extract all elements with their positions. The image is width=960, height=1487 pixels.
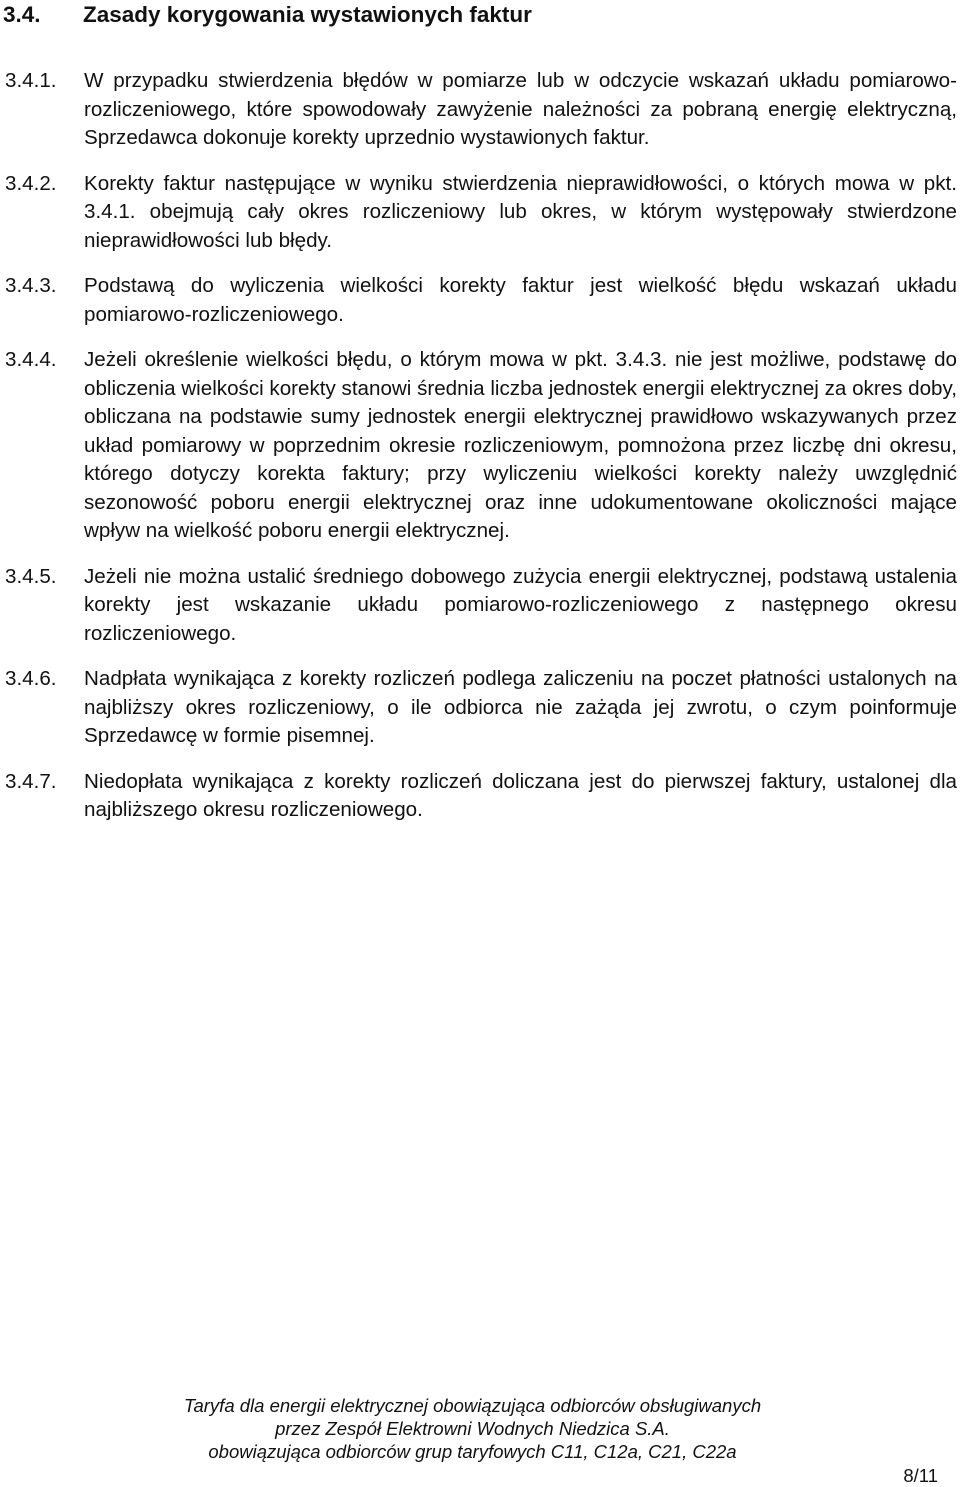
paragraph-text: Podstawą do wyliczenia wielkości korekty faktur jest wielkość błędu wskazań układu pomiarowo-rozliczeniowego. <box>84 274 957 326</box>
paragraph-3-4-5 <box>5 563 957 649</box>
paragraph-number: 3.4.3. <box>5 274 57 297</box>
footer-line-3: obowiązująca odbiorców grup taryfowych C11, C12a, C21, C22a <box>208 1441 737 1462</box>
paragraph-text: Niedopłata wynikająca z korekty rozliczeń doliczana jest do pierwszej faktury, ustalonej dla najbliższego okresu rozliczeniowego. <box>84 769 957 821</box>
paragraph-number: 3.4.2. <box>5 171 57 195</box>
paragraph-text: Korekty faktur następujące w wyniku stwierdzenia nieprawidłowości, o których mowa w pkt. 3.4.1. obejmują cały okres rozliczeniowy lub okres, w którym występowały stwierdzone nieprawidłowości lub błędy. <box>84 171 957 252</box>
footer-line-1: Taryfa dla energii elektrycznej obowiązująca odbiorców obsługiwanych <box>183 1395 762 1416</box>
paragraph-3-4-7 <box>5 768 957 825</box>
section-heading-title: Zasady korygowania wystawionych faktur <box>83 2 532 27</box>
paragraph-number: 3.4.7. <box>5 769 57 793</box>
paragraph-text: Jeżeli określenie wielkości błędu, o którym mowa w pkt. 3.4.3. nie jest możliwe, podstawę do obliczenia wielkości korekty stanowi średnia liczba jednostek energii elektrycznej za okres doby, obliczana na podstawie sumy jednostek energii elektrycznej prawidłowo wskazywanych przez układ pomiarowy w poprzednim okresie rozliczeniowym, pomnożona przez liczbę dni okresu, którego dotyczy korekta faktury; przy wyliczeniu wielkości korekty należy uwzględnić sezonowość poboru energii elektrycznej oraz inne udokumentowane okoliczności mające wpływ na wielkość poboru energii elektrycznej. <box>84 348 957 542</box>
paragraph-number: 3.4.5. <box>5 564 57 588</box>
section-list <box>5 67 957 842</box>
section-heading-number: 3.4. <box>3 2 41 27</box>
footer-line-2: przez Zespół Elektrowni Wodnych Niedzica S.A. <box>275 1418 670 1439</box>
page-number: 8/11 <box>903 1465 938 1486</box>
paragraph-3-4-4 <box>5 346 957 546</box>
paragraph-3-4-1 <box>5 67 957 153</box>
paragraph-3-4-3 <box>5 272 957 329</box>
page-footer <box>0 1394 945 1463</box>
paragraph-text: Jeżeli nie można ustalić średniego dobowego zużycia energii elektrycznej, podstawą ustalenia korekty jest wskazanie układu pomiarowo-rozliczeniowego z następnego okresu rozliczeniowego. <box>84 564 957 645</box>
paragraph-text: Nadpłata wynikająca z korekty rozliczeń podlega zaliczeniu na poczet płatności ustalonych na najbliższy okres rozliczeniowy, o ile odbiorca nie zażąda jej zwrotu, o czym poinformuje Sprzedawcę w formie pisemnej. <box>84 667 957 747</box>
section-heading <box>3 0 532 30</box>
paragraph-text: W przypadku stwierdzenia błędów w pomiarze lub w odczycie wskazań układu pomiarowo-rozliczeniowego, które spowodowały zawyżenie należności za pobraną energię elektryczną, Sprzedawca dokonuje korekty uprzednio wystawionych faktur. <box>84 69 957 149</box>
paragraph-number: 3.4.1. <box>5 69 57 92</box>
paragraph-3-4-6 <box>5 665 957 751</box>
paragraph-3-4-2 <box>5 170 957 256</box>
paragraph-number: 3.4.4. <box>5 348 57 371</box>
paragraph-number: 3.4.6. <box>5 667 57 690</box>
